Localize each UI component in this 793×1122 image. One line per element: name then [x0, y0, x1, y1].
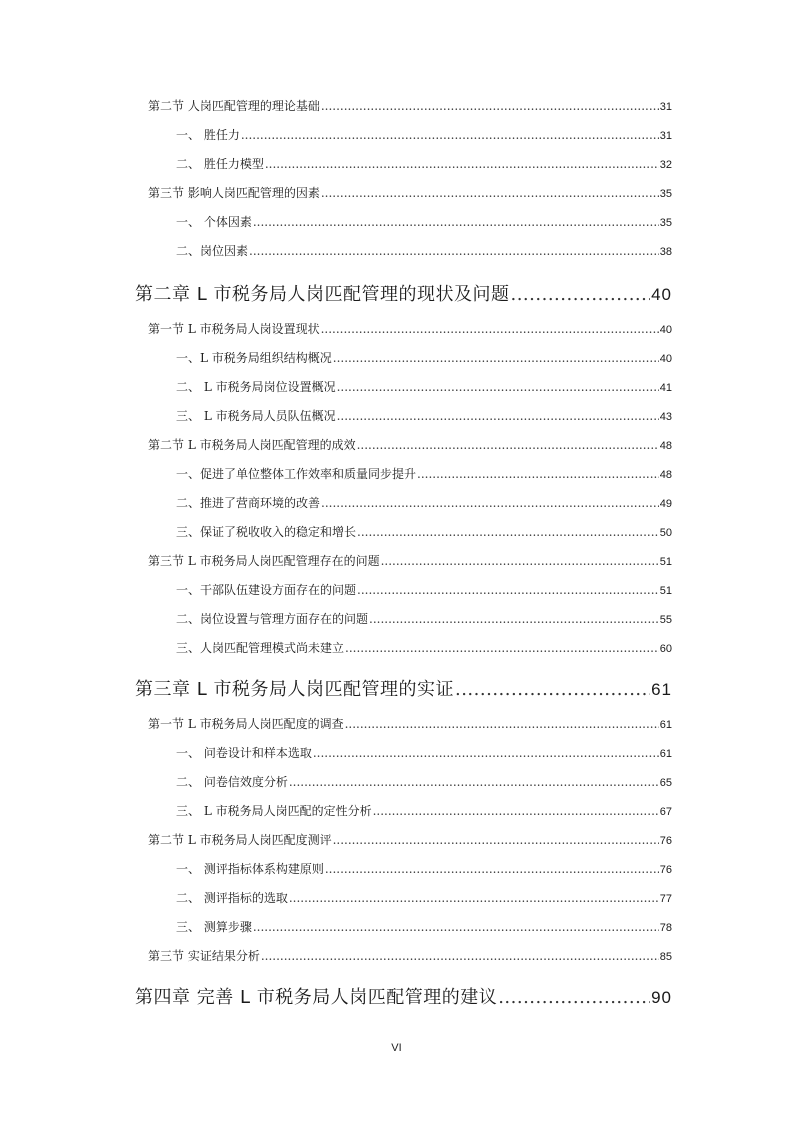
- toc-section-entry[interactable]: [148, 947, 672, 965]
- toc-entry-page: 50: [659, 527, 672, 539]
- toc-leader-dots: [345, 641, 659, 655]
- toc-subsection-entry[interactable]: [176, 242, 672, 260]
- toc-entry-page: 60: [659, 643, 672, 655]
- toc-entry-title: 第四章 完善 L 市税务局人岗匹配管理的建议: [135, 987, 498, 1008]
- toc-subsection-entry[interactable]: [176, 465, 672, 483]
- toc-entry-title: 一、 测评指标体系构建原则: [176, 862, 324, 876]
- toc-entry-title: 第二节 人岗匹配管理的理论基础: [148, 99, 320, 113]
- toc-section-entry[interactable]: [148, 184, 672, 202]
- toc-entry-page: 35: [659, 217, 672, 229]
- toc-entry-title: 一、促进了单位整体工作效率和质量同步提升: [176, 467, 417, 481]
- toc-leader-dots: [381, 554, 659, 568]
- toc-section-entry[interactable]: [148, 436, 672, 454]
- toc-subsection-entry[interactable]: [176, 802, 672, 820]
- toc-leader-dots: [417, 467, 659, 481]
- toc-leader-dots: [369, 612, 659, 626]
- toc-leader-dots: [289, 891, 659, 905]
- toc-entry-title: 第一节 L 市税务局人岗设置现状: [148, 322, 320, 336]
- toc-subsection-entry[interactable]: [176, 918, 672, 936]
- toc-entry-title: 第三节 L 市税务局人岗匹配管理存在的问题: [148, 554, 380, 568]
- toc-entry-page: 67: [659, 806, 672, 818]
- toc-leader-dots: [337, 409, 659, 423]
- toc-leader-dots: [289, 775, 659, 789]
- toc-leader-dots: [498, 987, 650, 1008]
- toc-entry-title: 三、人岗匹配管理模式尚未建立: [176, 641, 345, 655]
- toc-entry-title: 第三节 影响人岗匹配管理的因素: [148, 186, 320, 200]
- toc-leader-dots: [253, 215, 659, 229]
- toc-leader-dots: [357, 438, 659, 452]
- toc-subsection-entry[interactable]: [176, 773, 672, 791]
- toc-subsection-entry[interactable]: [176, 523, 672, 541]
- page-number: VI: [391, 1042, 402, 1054]
- toc-chapter-entry[interactable]: [135, 983, 672, 1009]
- toc-entry-page: 65: [659, 777, 672, 789]
- toc-entry-page: 40: [659, 353, 672, 365]
- toc-subsection-entry[interactable]: [176, 744, 672, 762]
- toc-leader-dots: [321, 99, 659, 113]
- toc-entry-title: 一、 个体因素: [176, 215, 252, 229]
- toc-leader-dots: [357, 525, 659, 539]
- toc-leader-dots: [321, 186, 659, 200]
- toc-leader-dots: [313, 746, 659, 760]
- toc-entry-title: 二、岗位因素: [176, 244, 249, 258]
- toc-leader-dots: [241, 128, 659, 142]
- toc-entry-title: 二、 L 市税务局岗位设置概况: [176, 380, 336, 394]
- toc-leader-dots: [265, 157, 659, 171]
- toc-entry-page: 76: [659, 864, 672, 876]
- toc-section-entry[interactable]: [148, 831, 672, 849]
- toc-entry-page: 77: [659, 893, 672, 905]
- toc-entry-title: 一、 胜任力: [176, 128, 240, 142]
- toc-leader-dots: [253, 920, 659, 934]
- toc-entry-title: 第二节 L 市税务局人岗匹配管理的成效: [148, 438, 356, 452]
- toc-entry-title: 第三节 实证结果分析: [148, 949, 260, 963]
- toc-entry-page: 51: [659, 585, 672, 597]
- toc-entry-page: 61: [659, 719, 672, 731]
- toc-entry-title: 第一节 L 市税务局人岗匹配度的调查: [148, 717, 344, 731]
- toc-entry-title: 一、 问卷设计和样本选取: [176, 746, 312, 760]
- toc-section-entry[interactable]: [148, 552, 672, 570]
- toc-entry-page: 90: [651, 988, 672, 1007]
- toc-leader-dots: [261, 949, 659, 963]
- toc-leader-dots: [249, 244, 659, 258]
- toc-subsection-entry[interactable]: [176, 494, 672, 512]
- toc-leader-dots: [325, 862, 659, 876]
- toc-entry-title: 三、 L 市税务局人员队伍概况: [176, 409, 336, 423]
- toc-subsection-entry[interactable]: [176, 378, 672, 396]
- toc-section-entry[interactable]: [148, 97, 672, 115]
- toc-entry-page: 32: [659, 159, 672, 171]
- toc-leader-dots: [373, 804, 659, 818]
- toc-entry-title: 二、 胜任力模型: [176, 157, 264, 171]
- toc-entry-title: 第二章 L 市税务局人岗匹配管理的现状及问题: [135, 284, 510, 305]
- toc-entry-page: 35: [659, 188, 672, 200]
- toc-entry-page: 61: [659, 748, 672, 760]
- toc-leader-dots: [321, 322, 659, 336]
- toc-section-entry[interactable]: [148, 715, 672, 733]
- toc-entry-page: 51: [659, 556, 672, 568]
- toc-leader-dots: [333, 833, 659, 847]
- toc-entry-page: 55: [659, 614, 672, 626]
- toc-entry-title: 三、 测算步骤: [176, 920, 252, 934]
- toc-subsection-entry[interactable]: [176, 349, 672, 367]
- toc-entry-title: 二、 问卷信效度分析: [176, 775, 288, 789]
- toc-entry-title: 第三章 L 市税务局人岗匹配管理的实证: [135, 679, 454, 700]
- toc-entry-page: 49: [659, 498, 672, 510]
- toc-entry-title: 三、保证了税收收入的稳定和增长: [176, 525, 357, 539]
- toc-entry-page: 78: [659, 922, 672, 934]
- toc-subsection-entry[interactable]: [176, 889, 672, 907]
- toc-entry-page: 76: [659, 835, 672, 847]
- toc-entry-page: 41: [659, 382, 672, 394]
- toc-subsection-entry[interactable]: [176, 155, 672, 173]
- toc-subsection-entry[interactable]: [176, 213, 672, 231]
- toc-subsection-entry[interactable]: [176, 126, 672, 144]
- toc-leader-dots: [510, 284, 650, 305]
- toc-section-entry[interactable]: [148, 320, 672, 338]
- toc-leader-dots: [333, 351, 659, 365]
- toc-entry-title: 一、干部队伍建设方面存在的问题: [176, 583, 357, 597]
- toc-entry-title: 二、岗位设置与管理方面存在的问题: [176, 612, 369, 626]
- toc-leader-dots: [345, 717, 659, 731]
- toc-leader-dots: [357, 583, 659, 597]
- toc-entry-title: 三、 L 市税务局人岗匹配的定性分析: [176, 804, 372, 818]
- toc-entry-title: 二、推进了营商环境的改善: [176, 496, 321, 510]
- toc-entry-title: 一、L 市税务局组织结构概况: [176, 351, 332, 365]
- toc-subsection-entry[interactable]: [176, 407, 672, 425]
- toc-leader-dots: [321, 496, 659, 510]
- toc-leader-dots: [455, 679, 650, 700]
- toc-entry-page: 38: [659, 246, 672, 258]
- toc-entry-page: 31: [659, 130, 672, 142]
- toc-entry-page: 40: [651, 285, 672, 304]
- toc-subsection-entry[interactable]: [176, 581, 672, 599]
- toc-entry-page: 48: [659, 440, 672, 452]
- toc-entry-page: 48: [659, 469, 672, 481]
- toc-subsection-entry[interactable]: [176, 610, 672, 628]
- toc-entry-page: 40: [659, 324, 672, 336]
- toc-entry-page: 85: [659, 951, 672, 963]
- toc-leader-dots: [337, 380, 659, 394]
- toc-entry-title: 二、 测评指标的选取: [176, 891, 288, 905]
- toc-entry-title: 第二节 L 市税务局人岗匹配度测评: [148, 833, 332, 847]
- toc-subsection-entry[interactable]: [176, 860, 672, 878]
- toc-entry-page: 31: [659, 101, 672, 113]
- toc-entry-page: 61: [651, 680, 672, 699]
- toc-chapter-entry[interactable]: [135, 675, 672, 701]
- toc-subsection-entry[interactable]: [176, 639, 672, 657]
- toc-chapter-entry[interactable]: [135, 280, 672, 306]
- toc-entry-page: 43: [659, 411, 672, 423]
